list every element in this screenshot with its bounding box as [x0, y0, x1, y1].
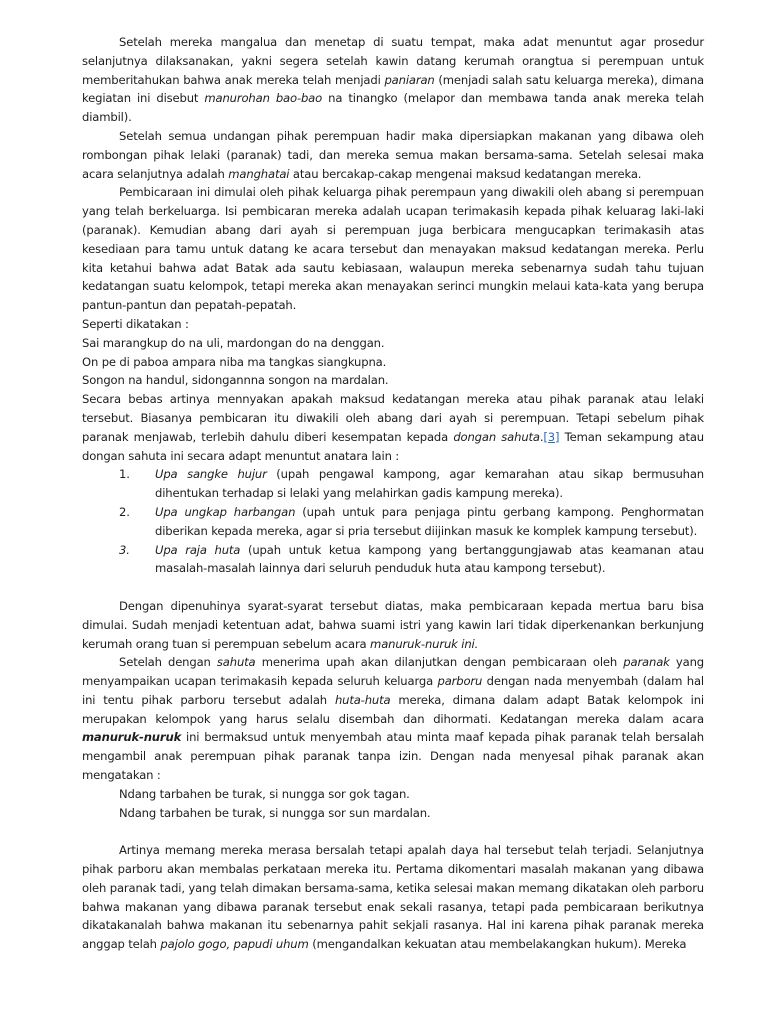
text-run: Artinya memang mereka merasa bersalah tetapi apalah daya hal tersebut telah terjadi. Selanjutnya pihak parboru akan membalas perkataan mereka itu. Pertama dikomentari masalah makanan yang dibawa oleh paranak tadi, yang telah dimakan bersama-sama, ketika selesai makan memang dikatakan oleh parboru bahwa makanan yang dibawa paranak tersebut enak sekali rasanya, tetapi pada pembicaraan berikutnya dikatakanalah bahwa makanan itu sebenarnya pahit sekjali rasanya. Hal ini karena pihak paranak mereka anggap telah	[82, 843, 705, 952]
text-run: Setelah dengan	[119, 655, 217, 670]
list-term: Upa raja huta	[155, 542, 241, 557]
paragraph-9	[82, 597, 704, 653]
list-number: 3.	[119, 542, 130, 557]
text-run: (menjadi salah satu keluarga mereka), dimana kegiatan ini disebut	[82, 72, 704, 106]
pantun-line-3: Songon na handul, sidongannna songon na mardalan.	[82, 373, 389, 388]
italic-term: manuruk-nuruk ini.	[370, 636, 479, 651]
italic-term: manghatai	[228, 166, 290, 181]
text-run: yang menyampaikan ucapan terimakasih kepada seluruh keluarga	[82, 655, 704, 689]
list-item	[82, 541, 704, 579]
bold-italic-term: manuruk-nuruk	[82, 730, 182, 745]
text-run: (mengandalkan kekuatan atau membelakangkan hukum). Mereka	[308, 937, 687, 952]
list-term: Upa sangke hujur	[155, 467, 267, 482]
text-run: Setelah semua undangan pihak perempuan hadir maka dipersiapkan makanan yang dibawa oleh rombongan pihak lelaki (paranak) tadi, dan mereka semua makan bersama-sama. Setelah selesai maka acara selanjutnya adalah	[82, 128, 704, 181]
text-run: atau bercakap-cakap mengenai maksud kedatangan mereka.	[289, 166, 642, 181]
paragraph-2	[82, 127, 704, 183]
numbered-list	[82, 465, 704, 578]
paragraph-8	[82, 390, 704, 465]
italic-term: manurohan bao-bao	[204, 91, 323, 106]
italic-term: pajolo gogo, papudi uhum	[160, 937, 309, 952]
list-number: 1.	[119, 467, 130, 482]
paragraph-3: Pembicaraan ini dimulai oleh pihak keluarga pihak perempaun yang diwakili oleh abang si perempuan yang telah berkeluarga. Isi pembicaran mereka adalah ucapan terimakasih kepada pihak keluarag laki-laki (paranak). Kemudian abang dari ayah si perempuan juga berbicara mengucapkan terimakasih atas kesediaan para tamu untuk datang ke acara tersebut dan menayakan maksud kedatangan mereka. Perlu kita ketahui bahwa adat Batak ada sautu kebiasaan, walaupun mereka sebenarnya sudah tahu tujuan kedatangan suatu kelompok, tetapi mereka akan menayakan serinci mungkin melaui kata-kata yang berupa pantun-pantun dan pepatah-pepatah.	[82, 185, 704, 313]
italic-term: parboru	[437, 674, 483, 689]
text-run: Dengan dipenuhinya syarat-syarat tersebut diatas, maka pembicaraan kepada mertua baru bisa dimulai. Sudah menjadi ketentuan adat, bahwa suami istri yang kawin lari tidak diperkenankan berkunjung kerumah orang tuan si perempuan sebelum acara	[82, 598, 704, 651]
text-run: ini bermaksud untuk menyembah atau minta maaf kepada pihak paranak telah bersalah mengambil anak perempuan pihak paranak tanpa izin. Dengan nada menyesal pihak paranak akan mengatakan :	[82, 730, 704, 783]
quote-line-1: Ndang tarbahen be turak, si nungga sor gok tagan.	[119, 786, 410, 801]
text-run: Setelah mereka mangalua dan menetap di suatu tempat, maka adat menuntut agar prosedur selanjutnya dilaksanakan, yakni segera setelah kawin datang kerumah orangtua si perempuan untuk memberitahukan bahwa anak mereka telah menjadi	[82, 35, 704, 87]
italic-term: sahuta	[216, 655, 256, 670]
text-run: .	[539, 429, 544, 444]
italic-term: dongan sahuta	[453, 429, 540, 444]
paragraph-4: Seperti dikatakan :	[82, 316, 189, 331]
footnote-link[interactable]: [3]	[543, 429, 560, 444]
list-number: 2.	[119, 504, 130, 519]
pantun-line-1: Sai marangkup do na uli, mardongan do na denggan.	[82, 335, 385, 350]
paragraph-13	[82, 841, 704, 954]
text-run: Teman sekampung atau dongan sahuta ini secara adapt menuntut anatara lain :	[82, 429, 705, 463]
paragraph-10	[82, 653, 704, 785]
blank-line	[82, 822, 704, 841]
list-item	[82, 465, 704, 503]
text-run: menerima upah akan dilanjutkan dengan pembicaraan oleh	[255, 655, 624, 670]
quote-line-2: Ndang tarbahen be turak, si nungga sor sun mardalan.	[119, 805, 431, 820]
text-run: mereka, dimana dalam adapt Batak kelompok ini merupakan kelompok yang harus selalu disembah dan dihormati. Kedatangan mereka dalam acara	[82, 692, 704, 726]
italic-term: huta-huta	[334, 692, 391, 707]
italic-term: paranak	[623, 655, 670, 670]
italic-term: paniaran	[384, 72, 435, 87]
text-run: Secara bebas artinya mennyakan apakah maksud kedatangan mereka atau pihak paranak atau lelaki tersebut. Biasanya pembicaran itu diwakili oleh abang dari ayah si perempuan. Tetapi sebelum pihak paranak menjawab, terlebih dahulu diberi kesempatan kepada	[82, 392, 704, 444]
list-term: Upa ungkap harbangan	[155, 504, 296, 519]
list-desc: (upah untuk para penjaga pintu gerbang kampong. Penghormatan diberikan kepada mereka, agar si pria tersebut diijinkan masuk ke komplek kampung tersebut).	[155, 504, 704, 538]
list-desc: (upah untuk ketua kampong yang bertanggungjawab atas keamanan atau masalah-masalah lainnya dari seluruh penduduk huta atau kampong tersebut).	[155, 542, 705, 576]
document-body	[82, 33, 704, 954]
text-run: dengan nada menyembah (dalam hal ini tentu pihak parboru tersebut adalah	[82, 674, 704, 707]
text-run: na tinangko (melapor dan membawa tanda anak mereka telah diambil).	[82, 91, 704, 125]
blank-line	[82, 578, 704, 597]
list-item	[82, 503, 704, 541]
pantun-line-2: On pe di paboa ampara niba ma tangkas siangkupna.	[82, 354, 387, 369]
paragraph-1	[82, 33, 704, 127]
list-desc: (upah pengawal kampong, agar kemarahan atau sikap bermusuhan dihentukan terhadap si lelaki yang melahirkan gadis kampung mereka).	[155, 467, 704, 501]
